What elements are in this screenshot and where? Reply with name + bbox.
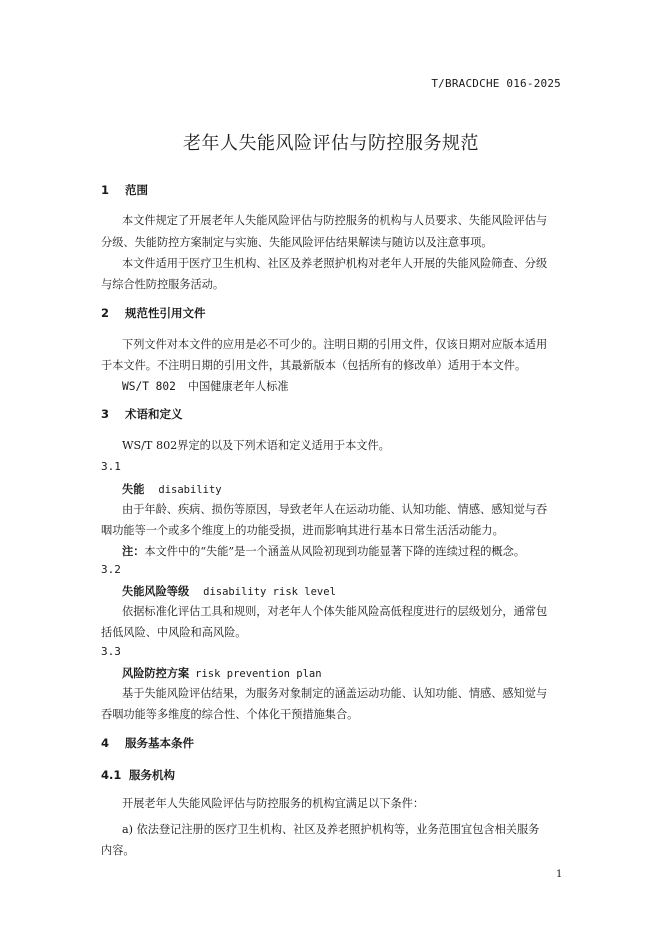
term-number: 3.3: [101, 645, 121, 658]
note-label: 注：: [122, 545, 145, 558]
section-number: 2: [101, 306, 110, 320]
paragraph-line: 基于失能风险评估结果，为服务对象制定的涵盖运动功能、认知功能、情感、感知觉与: [122, 687, 548, 700]
note-text: 本文件中的“失能”是一个涵盖从风险初现到功能显著下降的连续过程的概念。: [144, 545, 526, 558]
subsection-number: 4.1: [101, 768, 122, 782]
section-3-heading: [101, 406, 183, 422]
paragraph-line: WS/T 802界定的以及下列术语和定义适用于本文件。: [122, 439, 390, 452]
paragraph-line: 本文件适用于医疗卫生机构、社区及养老照护机构对老年人开展的失能风险筛查、分级: [122, 257, 548, 270]
paragraph-line: 吞咽功能等多维度的综合性、个体化干预措施集合。: [101, 708, 359, 721]
term-zh: 失能: [122, 483, 145, 496]
list-item-line: 内容。: [101, 844, 135, 857]
term-heading: [122, 583, 336, 599]
list-item-line: a) 依法登记注册的医疗卫生机构、社区及养老照护机构等，业务范围宜包含相关服务: [122, 823, 540, 836]
subsection-4-1-heading: [101, 767, 175, 783]
term-note: [122, 543, 525, 559]
paragraph-line: 本文件规定了开展老年人失能风险评估与防控服务的机构与人员要求、失能风险评估与: [122, 214, 548, 227]
page-title: 老年人失能风险评估与防控服务规范: [183, 133, 479, 154]
term-heading: [122, 481, 222, 497]
paragraph-line: 于本文件。不注明日期的引用文件，其最新版本（包括所有的修改单）适用于本文件。: [101, 359, 527, 372]
section-title: 服务基本条件: [125, 736, 194, 750]
normative-reference: [122, 378, 289, 394]
section-4-heading: [101, 735, 194, 751]
section-title: 范围: [125, 183, 148, 197]
section-title: 规范性引用文件: [125, 306, 206, 320]
section-title: 术语和定义: [125, 407, 183, 421]
paragraph-line: 开展老年人失能风险评估与防控服务的机构宜满足以下条件：: [122, 797, 425, 810]
document-id: T/BRACDCHE 016-2025: [431, 77, 561, 90]
reference-title: 中国健康老年人标准: [187, 380, 289, 393]
paragraph-line: 与综合性防控服务活动。: [101, 278, 225, 291]
page-number: 1: [556, 869, 563, 880]
term-number: 3.2: [101, 563, 121, 576]
paragraph-line: 咽功能等一个或多个维度上的功能受损，进而影响其进行基本日常生活活动能力。: [101, 524, 504, 537]
section-number: 3: [101, 407, 110, 421]
paragraph-line: 分级、失能防控方案制定与实施、失能风险评估结果解读与随访以及注意事项。: [101, 236, 493, 249]
paragraph-line: 括低风险、中风险和高风险。: [101, 626, 247, 639]
term-number: 3.1: [101, 460, 121, 473]
paragraph-line: 由于年龄、疾病、损伤等原因，导致老年人在运动功能、认知功能、情感、感知觉与吞: [122, 503, 548, 516]
paragraph-line: 依据标准化评估工具和规则，对老年人个体失能风险高低程度进行的层级划分，通常包: [122, 605, 548, 618]
term-en: risk prevention plan: [195, 668, 322, 680]
term-heading: [122, 665, 322, 681]
term-zh: 风险防控方案: [122, 667, 190, 680]
subsection-title: 服务机构: [129, 768, 175, 782]
section-1-heading: [101, 182, 148, 198]
term-en: disability: [158, 484, 222, 496]
section-number: 4: [101, 736, 110, 750]
section-number: 1: [101, 183, 110, 197]
term-en: disability risk level: [203, 586, 336, 598]
reference-code: WS/T 802: [122, 380, 176, 393]
paragraph-line: 下列文件对本文件的应用是必不可少的。注明日期的引用文件，仅该日期对应版本适用: [122, 338, 548, 351]
term-zh: 失能风险等级: [122, 585, 190, 598]
section-2-heading: [101, 305, 206, 321]
